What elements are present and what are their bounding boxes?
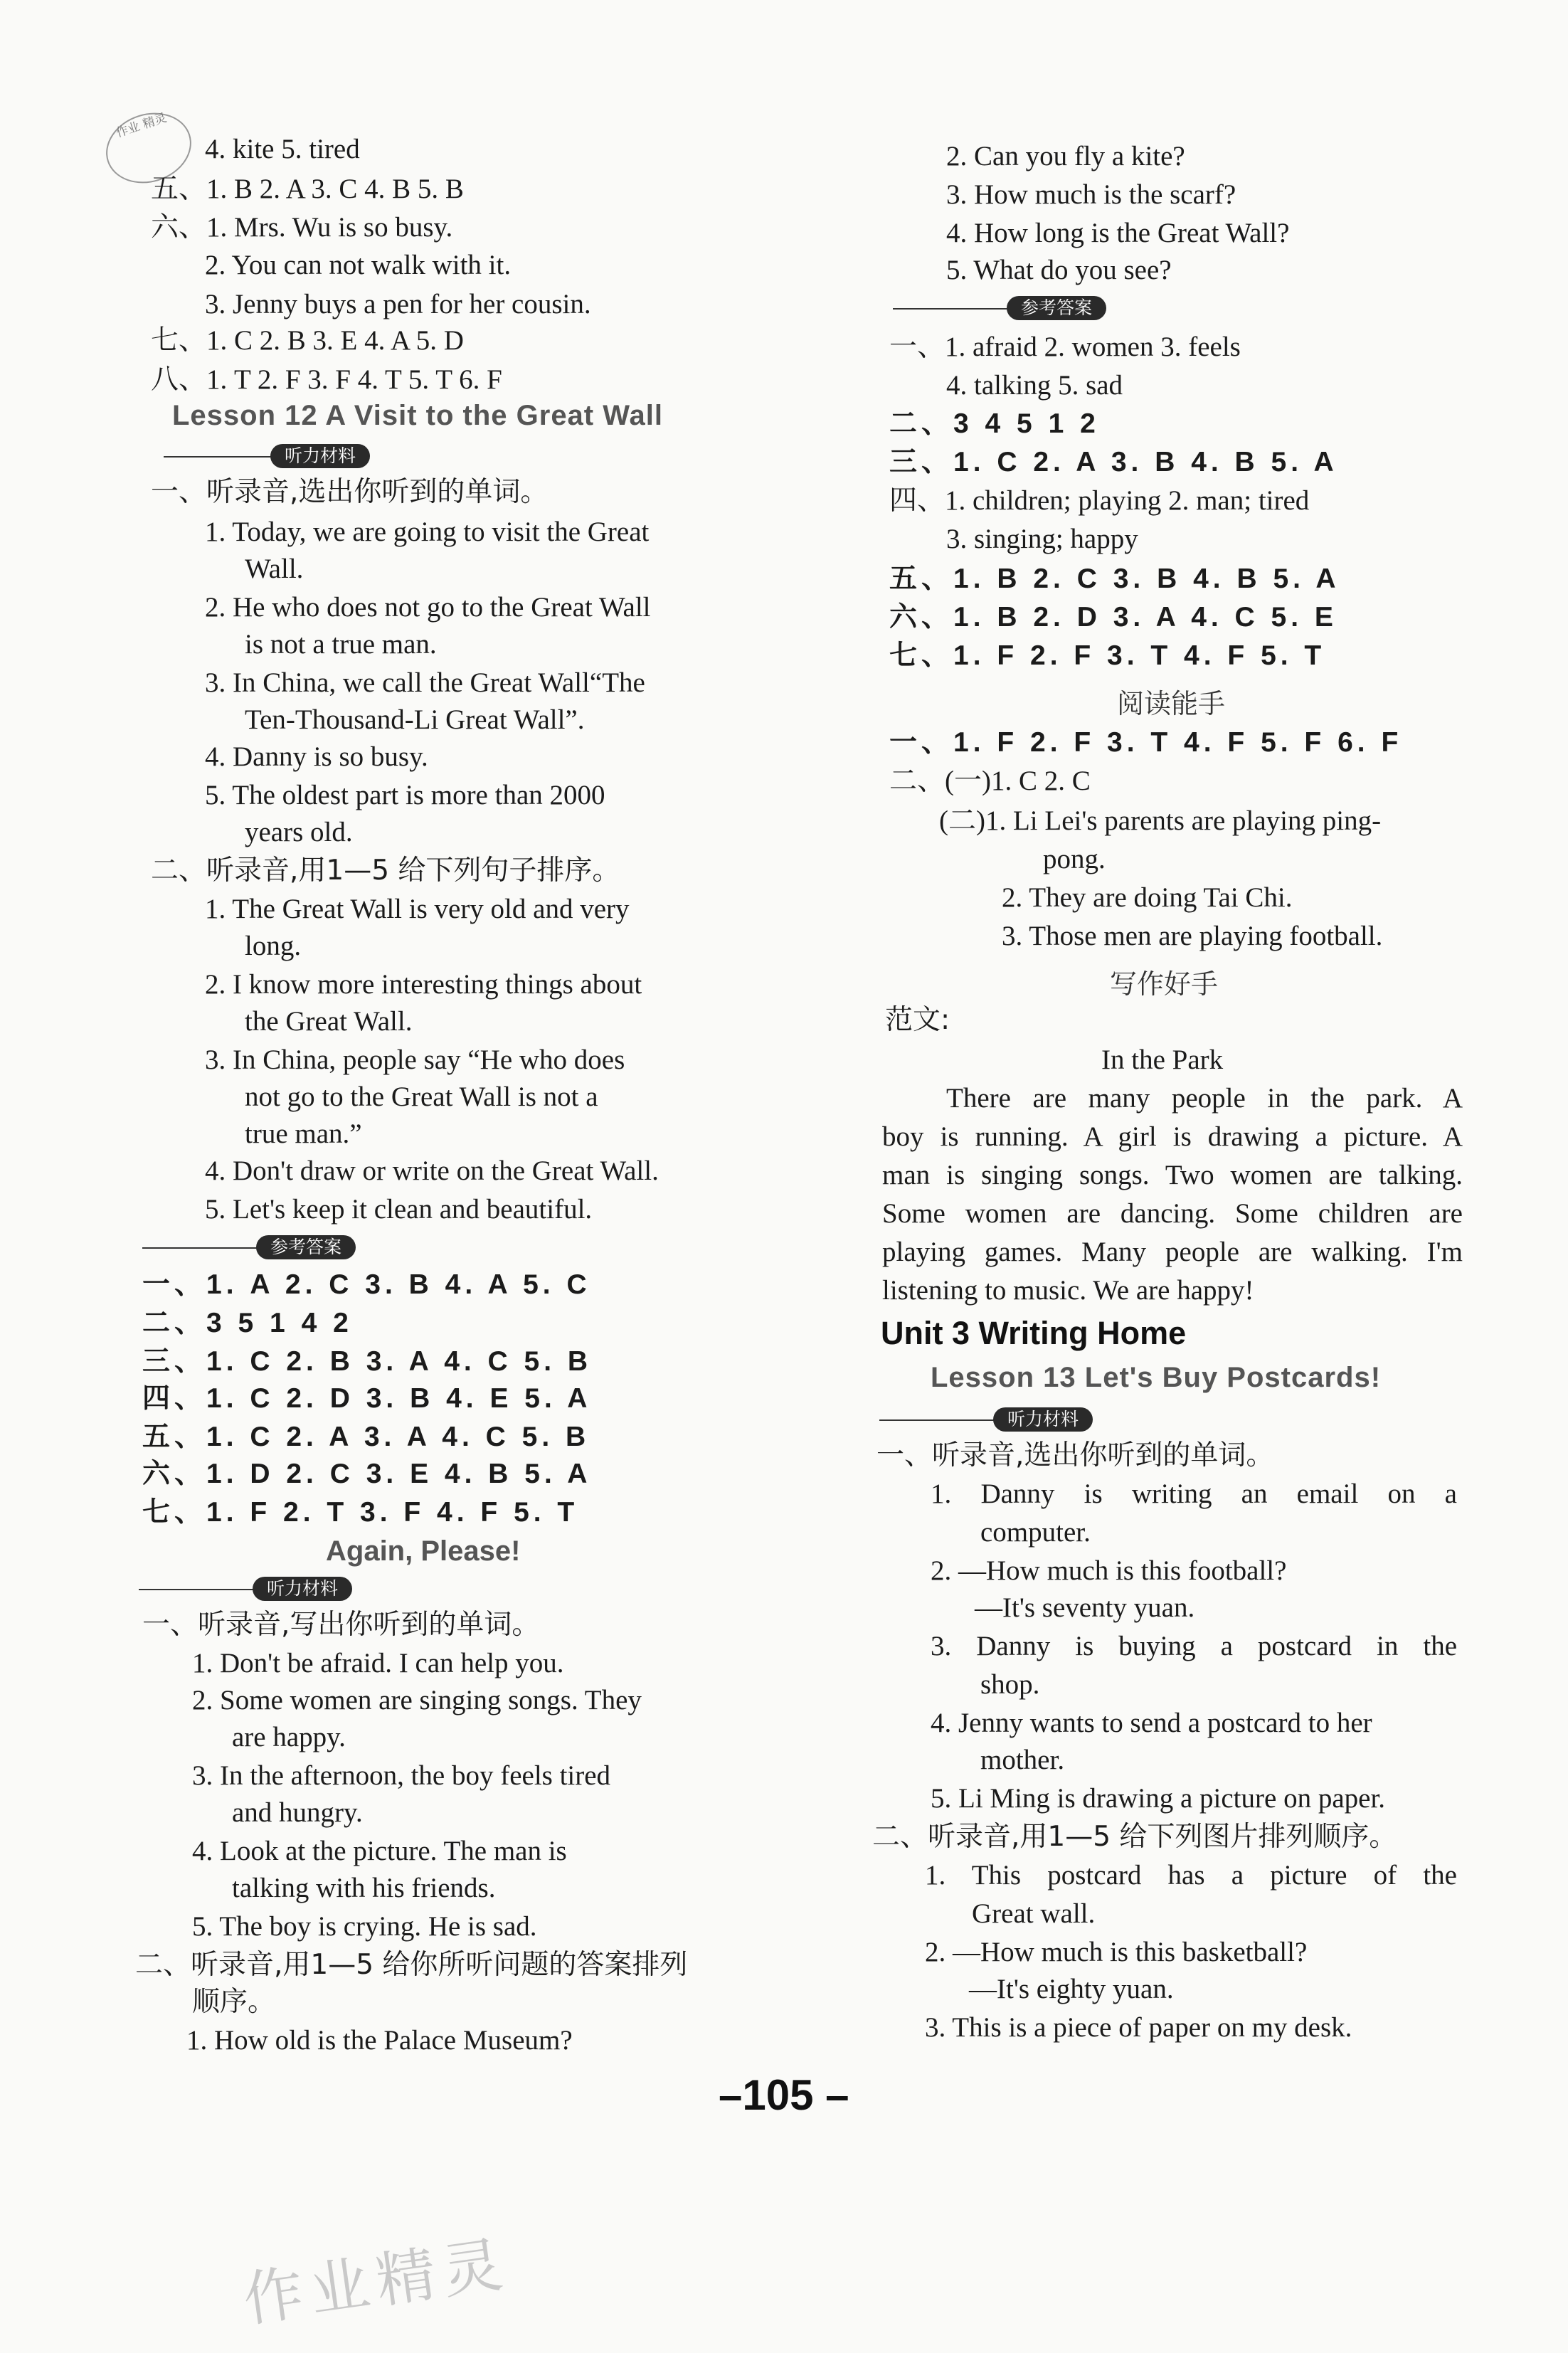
answer-line: 五、1. B 2. C 3. B 4. B 5. A xyxy=(889,564,1340,594)
unit-3-title: Unit 3 Writing Home xyxy=(881,1315,1187,1351)
answer-line: pong. xyxy=(1043,844,1106,874)
transcript-line: Ten-Thousand-Li Great Wall”. xyxy=(245,704,585,735)
transcript-line: 4. Danny is so busy. xyxy=(205,741,428,772)
answer-key-tag: 参考答案 xyxy=(1007,296,1106,320)
answer-key-divider xyxy=(142,1235,384,1261)
essay-line: Some women are dancing. Some children are xyxy=(882,1198,1463,1229)
answer-line: 二、(一)1. C 2. C xyxy=(889,766,1091,796)
answer-line: 五、1. B 2. A 3. C 4. B 5. B xyxy=(151,174,464,204)
essay-title: In the Park xyxy=(1101,1045,1224,1075)
answer-line: 二、3 4 5 1 2 xyxy=(889,408,1100,439)
transcript-line: 5. The oldest part is more than 2000 xyxy=(205,780,605,810)
writing-section-title: 写作好手 xyxy=(1110,968,1219,1000)
section-heading: 二、听录音,用1—5 给下列图片排列顺序。 xyxy=(872,1821,1397,1853)
transcript-line: is not a true man. xyxy=(245,629,437,660)
answer-line: 一、1. A 2. C 3. B 4. A 5. C xyxy=(142,1269,591,1300)
listening-material-tag: 听力材料 xyxy=(993,1407,1093,1432)
transcript-line: Great wall. xyxy=(972,1898,1096,1929)
transcript-line: 2. Some women are singing songs. They xyxy=(192,1685,642,1715)
transcript-line: 3. In China, people say “He who does xyxy=(205,1045,625,1075)
transcript-line: 3. In the afternoon, the boy feels tired xyxy=(192,1760,611,1791)
transcript-line: are happy. xyxy=(232,1722,346,1752)
section-heading: 一、听录音,写出你听到的单词。 xyxy=(142,1609,540,1641)
answer-line: 三、1. C 2. B 3. A 4. C 5. B xyxy=(142,1346,593,1377)
transcript-line: —It's seventy yuan. xyxy=(975,1592,1195,1623)
answer-line: 五、1. C 2. A 3. A 4. C 5. B xyxy=(142,1422,590,1452)
listening-material-tag: 听力材料 xyxy=(270,444,370,468)
watermark: 作业精灵 xyxy=(238,2228,514,2335)
publisher-stamp: 作业 精灵 xyxy=(97,102,201,194)
transcript-line: 2. —How much is this basketball? xyxy=(925,1937,1308,1967)
essay-line: man is singing songs. Two women are talking. xyxy=(882,1160,1463,1190)
essay-line: There are many people in the park. A xyxy=(946,1083,1463,1114)
section-heading: 二、听录音,用1—5 给你所听问题的答案排列 xyxy=(135,1949,688,1981)
transcript-line: 1. How old is the Palace Museum? xyxy=(186,2025,573,2056)
transcript-line: 2. Can you fly a kite? xyxy=(946,141,1185,171)
listening-material-divider xyxy=(139,1577,381,1602)
answer-line: 一、1. afraid 2. women 3. feels xyxy=(889,332,1241,362)
answer-line: 七、1. F 2. F 3. T 4. F 5. T xyxy=(889,640,1326,671)
transcript-line: 3. Danny is buying a postcard in the xyxy=(931,1631,1457,1661)
transcript-line: 5. Li Ming is drawing a picture on paper. xyxy=(931,1783,1386,1814)
transcript-line: 2. —How much is this football? xyxy=(931,1555,1287,1586)
transcript-line: 1. This postcard has a picture of the xyxy=(925,1860,1457,1891)
transcript-line: 2. I know more interesting things about xyxy=(205,969,642,1000)
section-heading: 一、听录音,选出你听到的单词。 xyxy=(876,1439,1274,1471)
listening-material-divider xyxy=(879,1407,1121,1433)
answer-line: 七、1. F 2. T 3. F 4. F 5. T xyxy=(142,1497,579,1528)
transcript-line: true man.” xyxy=(245,1119,362,1149)
transcript-line: 4. How long is the Great Wall? xyxy=(946,218,1290,248)
transcript-line: 3. This is a piece of paper on my desk. xyxy=(925,2012,1352,2043)
section-heading: 二、听录音,用1—5 给下列句子排序。 xyxy=(151,855,620,887)
transcript-line: years old. xyxy=(245,817,353,847)
reading-section-title: 阅读能手 xyxy=(1117,688,1226,719)
answer-line: 一、1. F 2. F 3. T 4. F 5. F 6. F xyxy=(889,727,1403,758)
answer-key-divider xyxy=(893,296,1135,322)
lesson-12-title: Lesson 12 A Visit to the Great Wall xyxy=(172,400,663,431)
answer-line: 4. kite 5. tired xyxy=(205,134,360,164)
transcript-line: the Great Wall. xyxy=(245,1006,413,1037)
answer-line: 六、1. Mrs. Wu is so busy. xyxy=(151,212,453,243)
answer-line: 3. Jenny buys a pen for her cousin. xyxy=(205,289,591,319)
transcript-line: mother. xyxy=(980,1745,1065,1775)
listening-material-tag: 听力材料 xyxy=(253,1577,352,1601)
answer-line: 2. You can not walk with it. xyxy=(205,250,512,280)
transcript-line: 3. In China, we call the Great Wall“The xyxy=(205,667,645,698)
transcript-line: 5. What do you see? xyxy=(946,255,1172,285)
answer-key-tag: 参考答案 xyxy=(256,1235,356,1259)
transcript-line: shop. xyxy=(980,1669,1040,1700)
transcript-line: 5. Let's keep it clean and beautiful. xyxy=(205,1194,593,1225)
transcript-line: 4. Look at the picture. The man is xyxy=(192,1836,567,1866)
answer-line: 六、1. B 2. D 3. A 4. C 5. E xyxy=(889,602,1337,633)
answer-line: 二、3 5 1 4 2 xyxy=(142,1308,353,1338)
answer-line: 七、1. C 2. B 3. E 4. A 5. D xyxy=(151,325,464,356)
transcript-line: —It's eighty yuan. xyxy=(969,1974,1174,2004)
section-heading: 顺序。 xyxy=(192,1986,276,2018)
answer-line: 2. They are doing Tai Chi. xyxy=(1002,882,1293,913)
answer-line: 3. Those men are playing football. xyxy=(1002,921,1383,951)
again-please-title: Again, Please! xyxy=(326,1535,521,1567)
answer-line: 四、1. C 2. D 3. B 4. E 5. A xyxy=(142,1383,592,1414)
transcript-line: computer. xyxy=(980,1517,1091,1548)
section-heading: 一、听录音,选出你听到的单词。 xyxy=(151,476,549,508)
answer-line: 3. singing; happy xyxy=(946,524,1138,554)
transcript-line: 1. Danny is writing an email on a xyxy=(931,1479,1457,1509)
answer-line: 八、1. T 2. F 3. F 4. T 5. T 6. F xyxy=(151,364,502,395)
transcript-line: 2. He who does not go to the Great Wall xyxy=(205,592,651,623)
answer-line: 四、1. children; playing 2. man; tired xyxy=(889,485,1310,516)
transcript-line: long. xyxy=(245,931,302,961)
page-number: –105 – xyxy=(719,2071,849,2119)
transcript-line: talking with his friends. xyxy=(232,1873,496,1903)
answer-line: 三、1. C 2. A 3. B 4. B 5. A xyxy=(889,447,1338,477)
listening-material-divider xyxy=(164,444,391,470)
model-essay-label: 范文: xyxy=(885,1004,950,1036)
transcript-line: 5. The boy is crying. He is sad. xyxy=(192,1911,537,1942)
transcript-line: 1. Today, we are going to visit the Great xyxy=(205,517,650,547)
transcript-line: not go to the Great Wall is not a xyxy=(245,1082,598,1112)
answer-line: 4. talking 5. sad xyxy=(946,370,1123,401)
transcript-line: 4. Jenny wants to send a postcard to her xyxy=(931,1708,1372,1738)
essay-line: boy is running. A girl is drawing a picture. A xyxy=(882,1121,1463,1152)
transcript-line: 1. Don't be afraid. I can help you. xyxy=(192,1648,564,1678)
transcript-line: Wall. xyxy=(245,554,304,584)
transcript-line: and hungry. xyxy=(232,1797,363,1828)
essay-line: playing games. Many people are walking. I'm xyxy=(882,1237,1463,1267)
lesson-13-title: Lesson 13 Let's Buy Postcards! xyxy=(931,1362,1382,1393)
answer-line: 六、1. D 2. C 3. E 4. B 5. A xyxy=(142,1459,592,1489)
transcript-line: 3. How much is the scarf? xyxy=(946,179,1236,210)
answer-line: (二)1. Li Lei's parents are playing ping- xyxy=(939,805,1382,836)
transcript-line: 1. The Great Wall is very old and very xyxy=(205,894,630,924)
essay-line: listening to music. We are happy! xyxy=(882,1275,1254,1306)
transcript-line: 4. Don't draw or write on the Great Wall. xyxy=(205,1156,659,1186)
